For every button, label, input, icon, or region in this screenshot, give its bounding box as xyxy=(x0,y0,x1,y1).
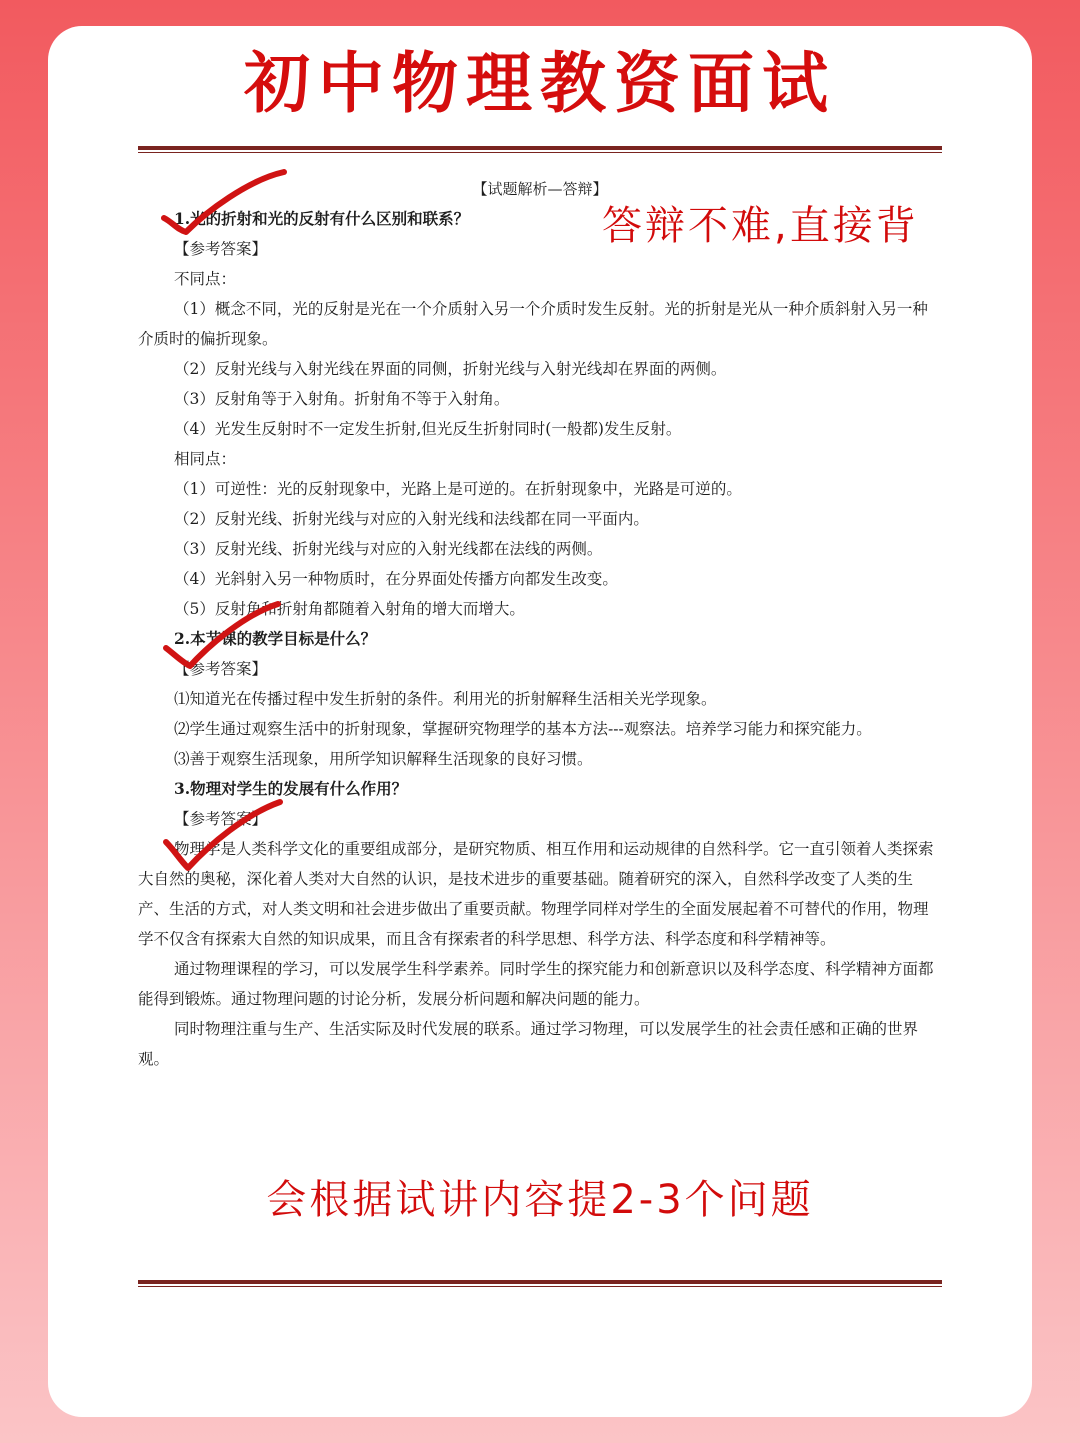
top-slogan: 答辩不难,直接背 xyxy=(602,203,919,249)
question-1: 1.光的折射和光的反射有什么区别和联系？ xyxy=(174,209,470,228)
bottom-divider xyxy=(138,1280,942,1287)
same-label: 相同点： xyxy=(174,450,237,468)
same-item: （4）光斜射入另一种物质时，在分界面处传播方向都发生改变。 xyxy=(174,570,618,588)
question-2: 2.本节课的教学目标是什么？ xyxy=(174,629,377,648)
goal-item: ⑶善于观察生活现象，用所学知识解释生活现象的良好习惯。 xyxy=(174,750,593,768)
check-mark-icon xyxy=(160,798,290,878)
bottom-slogan: 会根据试讲内容提2-3个问题 xyxy=(266,1177,814,1223)
answer-tag-3: 【参考答案】 xyxy=(174,810,268,828)
answer-paragraph: 通过物理课程的学习，可以发展学生科学素养。同时学生的探究能力和创新意识以及科学态度、科学精神方面都能得到锻炼。通过物理问题的讨论分析，发展分析问题和解决问题的能力。 xyxy=(138,960,934,1008)
diff-item: （3）反射角等于入射角。折射角不等于入射角。 xyxy=(174,390,510,408)
goal-item: ⑵学生通过观察生活中的折射现象，掌握研究物理学的基本方法---观察法。培养学习能力和探究能力。 xyxy=(174,720,872,738)
answer-paragraph: 同时物理注重与生产、生活实际及时代发展的联系。通过学习物理，可以发展学生的社会责任感和正确的世界观。 xyxy=(138,1020,919,1068)
same-item: （1）可逆性：光的反射现象中，光路上是可逆的。在折射现象中，光路是可逆的。 xyxy=(174,480,742,498)
check-mark-icon xyxy=(158,168,298,248)
section-heading: 【试题解析—答辩】 xyxy=(472,180,608,198)
question-3: 3.物理对学生的发展有什么作用？ xyxy=(174,779,408,798)
same-item: （3）反射光线、折射光线与对应的入射光线都在法线的两侧。 xyxy=(174,540,603,558)
diff-item: （2）反射光线与入射光线在界面的同侧，折射光线与入射光线却在界面的两侧。 xyxy=(174,360,727,378)
goal-item: ⑴知道光在传播过程中发生折射的条件。利用光的折射解释生活相关光学现象。 xyxy=(174,690,717,708)
top-divider xyxy=(138,146,942,153)
same-item: （5）反射角和折射角都随着入射角的增大而增大。 xyxy=(174,600,525,618)
same-item: （2）反射光线、折射光线与对应的入射光线和法线都在同一平面内。 xyxy=(174,510,649,528)
answer-paragraph: 物理学是人类科学文化的重要组成部分，是研究物质、相互作用和运动规律的自然科学。它一直引领着人类探索大自然的奥秘，深化着人类对大自然的认识，是技术进步的重要基础。随着研究的深入，自然科学改变了人类的生产、生活的方式，对人类文明和社会进步做出了重要贡献。物理学同样对学生的全面发展起着不可替代的作用，物理学不仅含有探索大自然的知识成果，而且含有探索者的科学思想、科学方法、科学态度和科学精神等。 xyxy=(138,840,934,948)
answer-tag-1: 【参考答案】 xyxy=(174,240,268,258)
diff-item: （1）概念不同，光的反射是光在一个介质射入另一个介质时发生反射。光的折射是光从一种介质斜射入另一种介质时的偏折现象。 xyxy=(138,300,928,348)
diff-label: 不同点： xyxy=(174,270,237,288)
diff-item: （4）光发生反射时不一定发生折射,但光反生折射同时(一般都)发生反射。 xyxy=(174,420,682,438)
check-mark-icon xyxy=(160,598,290,678)
page-title: 初中物理教资面试 xyxy=(244,45,836,122)
answer-tag-2: 【参考答案】 xyxy=(174,660,268,678)
